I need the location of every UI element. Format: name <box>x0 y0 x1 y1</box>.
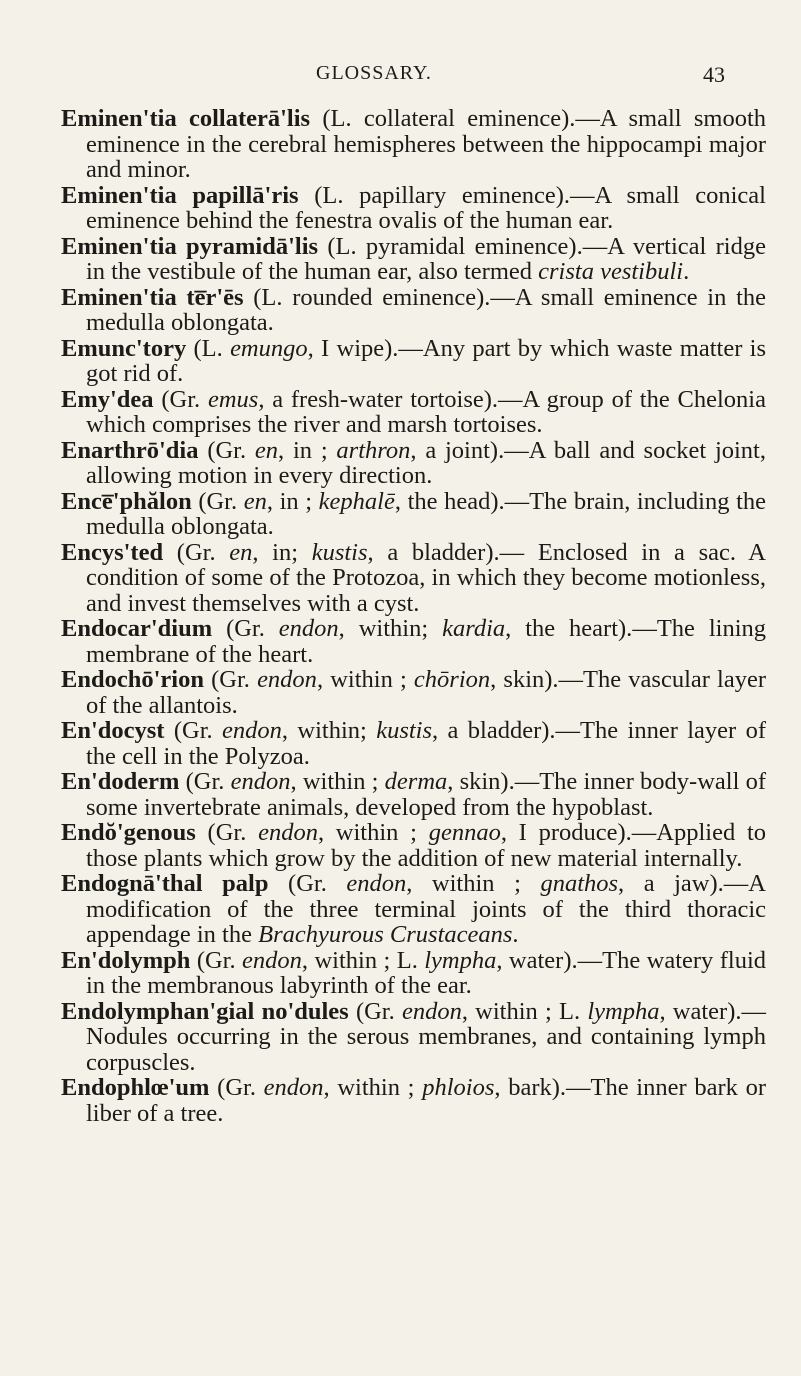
glossary-entry <box>61 616 766 667</box>
entry-etymology: (Gr. en, in ; kephalē, the head). <box>198 487 505 515</box>
entry-etymology: (L. rounded eminence). <box>253 283 491 311</box>
entry-headword: En'docyst <box>61 717 165 744</box>
entry-definition-end: . <box>683 258 690 285</box>
entry-definition: —A small eminence in the medulla oblongata. <box>86 283 766 336</box>
page-number: 43 <box>703 62 725 87</box>
entry-definition: —Any part by which waste matter is got rid of. <box>86 334 767 387</box>
entry-headword: Encys'ted <box>61 538 164 566</box>
entry-definition: —Applied to those plants which grow by the addition of new material internally. <box>86 819 767 872</box>
entry-etymology: (Gr. endon, within ; gennao, I produce). <box>207 819 632 846</box>
entry-definition: —A vertical ridge in the vestibule of the human ear, also termed <box>86 232 766 285</box>
entry-etymology: (Gr. endon, within ; L. lympha, water). <box>355 997 742 1025</box>
entry-etymology: (Gr. endon, within; kustis, a bladder). <box>173 717 556 744</box>
entry-etymology: (L. papillary eminence). <box>314 181 571 209</box>
entry-etymology: (Gr. endon, within ; gnathos, a jaw). <box>288 870 724 897</box>
entry-definition: —A modification of the three terminal joints of the third thoracic appendage in the <box>86 870 766 948</box>
entry-etymology: (Gr. endon, within ; phloios, bark). <box>217 1074 567 1101</box>
running-head: GLOSSARY. <box>316 62 432 84</box>
glossary-entry <box>61 387 766 438</box>
entry-definition-italic: crista vestibuli <box>538 258 684 285</box>
entry-headword: Endocar'dium <box>61 615 213 642</box>
entry-definition: —The brain, including the medulla oblongata. <box>86 487 767 540</box>
entry-definition: — Enclosed in a sac. A condition of some of the Protozoa, in which they become motionless, and invest themselves with a cyst. <box>86 538 767 617</box>
entry-etymology: (L. pyramidal eminence). <box>327 232 583 260</box>
glossary-entry <box>61 438 766 489</box>
glossary-entry <box>61 871 766 948</box>
entry-definition: —A small smooth eminence in the cerebral hemispheres between the hippocampi major and minor. <box>86 105 767 183</box>
entry-definition: —A group of the Chelonia which comprises the river and marsh tortoises. <box>86 385 766 438</box>
glossary-entry <box>61 769 766 820</box>
glossary-list <box>61 106 766 1126</box>
entry-etymology: (Gr. endon, within ; L. lympha, water). <box>196 946 578 974</box>
glossary-entry <box>61 540 766 617</box>
entry-definition-end: . <box>512 921 519 948</box>
glossary-entry <box>61 285 766 336</box>
entry-headword: Enarthrō'dia <box>61 436 199 464</box>
entry-headword: Ence̅'phălon <box>61 487 192 515</box>
entry-etymology: (L. emungo, I wipe). <box>193 334 399 362</box>
glossary-entry <box>61 1075 766 1126</box>
entry-headword: Eminen'tia papillā'ris <box>61 181 299 209</box>
entry-headword: Endŏ'genous <box>61 819 196 846</box>
entry-headword: En'doderm <box>61 768 180 795</box>
entry-definition: —The watery fluid in the membranous labyrinth of the ear. <box>86 946 766 999</box>
entry-headword: Eminen'tia collaterā'lis <box>61 105 311 132</box>
glossary-entry <box>61 489 766 540</box>
entry-headword: Endophlœ'um <box>61 1074 210 1101</box>
glossary-entry <box>61 718 766 769</box>
glossary-entry <box>61 234 766 285</box>
entry-headword: Emy'dea <box>61 385 154 413</box>
entry-definition: —The inner bark or liber of a tree. <box>86 1074 767 1127</box>
page-header <box>0 56 801 96</box>
glossary-entry <box>61 183 766 234</box>
entry-etymology: (Gr. emus, a fresh-water tortoise). <box>161 385 499 413</box>
entry-etymology: (Gr. en, in ; arthron, a joint). <box>207 436 505 464</box>
entry-etymology: (Gr. en, in; kustis, a bladder). <box>176 538 500 566</box>
entry-headword: Eminen'tia te̅r'ēs <box>61 283 244 311</box>
entry-definition-italic: Brachyurous Crustaceans <box>258 921 513 948</box>
entry-definition: —A small conical eminence behind the fenestra ovalis of the human ear. <box>86 181 766 234</box>
glossary-entry <box>61 820 766 871</box>
entry-headword: Eminen'tia pyramidā'lis <box>61 232 319 260</box>
glossary-entry <box>61 999 766 1076</box>
glossary-entry <box>61 106 766 183</box>
entry-definition: —The inner body-wall of some invertebrate animals, developed from the hypoblast. <box>86 768 766 821</box>
entry-headword: En'dolymph <box>61 946 191 974</box>
entry-definition: —Nodules occurring in the serous membranes, and containing lymph corpuscles. <box>86 997 766 1076</box>
entry-headword: Endochō'rion <box>61 666 204 693</box>
entry-etymology: (L. collateral eminence). <box>322 105 576 132</box>
entry-headword: Emunc'tory <box>61 334 187 362</box>
entry-definition: —The lining membrane of the heart. <box>86 615 767 668</box>
entry-headword: Endolymphan'gial no'dules <box>61 997 349 1025</box>
entry-etymology: (Gr. endon, within ; chōrion, skin). <box>211 666 559 693</box>
glossary-entry <box>61 667 766 718</box>
glossary-entry <box>61 336 766 387</box>
entry-etymology: (Gr. endon, within; kardia, the heart). <box>226 615 633 642</box>
entry-definition: —A ball and socket joint, allowing motion in every direction. <box>86 436 766 489</box>
entry-definition: —The vascular layer of the allantois. <box>86 666 767 719</box>
entry-headword: Endognā'thal palp <box>61 870 269 897</box>
glossary-entry <box>61 948 766 999</box>
entry-etymology: (Gr. endon, within ; derma, skin). <box>185 768 515 795</box>
entry-definition: —The inner layer of the cell in the Polyzoa. <box>86 717 766 770</box>
